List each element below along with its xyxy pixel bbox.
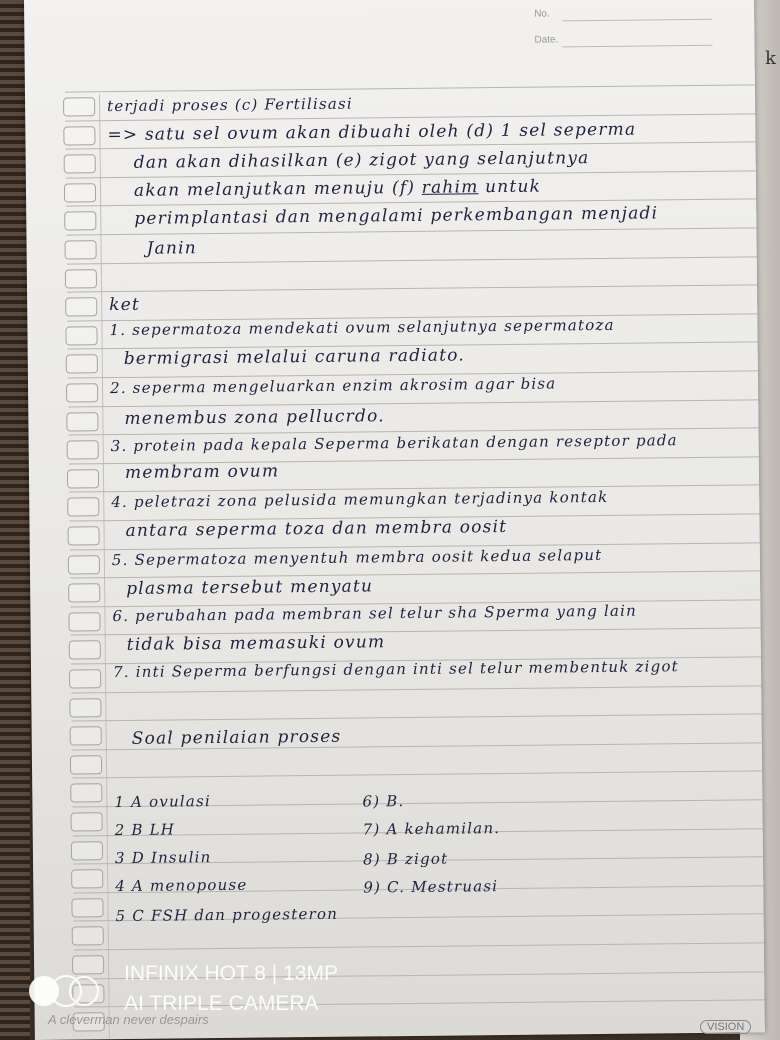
margin-checkbox	[68, 526, 100, 545]
margin-checkbox	[67, 440, 99, 459]
text-line: 7. inti Seperma berfungsi dengan inti sel telur membentuk zigot	[112, 657, 679, 682]
margin-checkbox	[65, 269, 97, 288]
answer-left: 1 A ovulasi	[114, 792, 212, 812]
blank-answer: rahim	[421, 177, 479, 198]
text-line: 5. Sepermatoza menyentuh membra oosit kedua selaput	[111, 545, 603, 570]
answer-left: 2 B LH	[114, 820, 176, 840]
margin-checkbox	[68, 555, 100, 574]
margin-checkbox	[69, 698, 101, 717]
section-heading-ket: ket	[109, 294, 141, 316]
margin-checkbox	[70, 726, 102, 745]
ruled-line	[67, 285, 757, 293]
margin-checkbox	[69, 669, 101, 688]
ruled-line	[68, 399, 758, 407]
margin-checkbox	[64, 183, 96, 202]
margin-checkbox	[71, 898, 103, 917]
margin-checkbox	[63, 126, 95, 145]
adjacent-page-mark: k	[765, 48, 776, 69]
camera-logo-icon	[28, 974, 100, 1008]
notebook-page	[24, 0, 765, 1040]
text-line: tidak bisa memasuki ovum	[126, 632, 386, 655]
text-line: antara seperma toza dan membra oosit	[125, 516, 508, 541]
header-no-label: No.	[534, 8, 550, 20]
answer-left: 5 C FSH dan progesteron	[115, 904, 339, 926]
margin-checkbox	[64, 212, 96, 231]
margin-checkbox	[66, 383, 98, 402]
margin-checkbox	[70, 784, 102, 803]
text-line: 3. protein pada kepala Seperma berikatan dengan reseptor pada	[110, 431, 678, 456]
margin-checkbox	[69, 641, 101, 660]
section-heading-soal: Soal penilaian proses	[131, 726, 342, 749]
answer-right: 9) C. Mestruasi	[363, 877, 499, 897]
answer-right: 8) B zigot	[362, 849, 449, 869]
margin-checkbox	[66, 412, 98, 431]
text-line: plasma tersebut menyatu	[126, 576, 374, 599]
ruled-line	[72, 771, 762, 779]
answer-right: 6) B.	[362, 792, 405, 811]
margin-checkbox	[70, 755, 102, 774]
text-line: Janin	[146, 238, 198, 259]
ruled-line	[65, 84, 755, 92]
answer-left: 3 D Insulin	[114, 848, 212, 868]
margin-checkbox	[65, 297, 97, 316]
margin-checkbox	[71, 812, 103, 831]
margin-checkbox	[66, 355, 98, 374]
margin-checkbox	[72, 955, 104, 974]
text-line: menembus zona pellucrdo.	[124, 406, 385, 429]
answer-right: 7) A kehamilan.	[362, 819, 501, 839]
margin-checkbox	[67, 469, 99, 488]
brand-logo: VISION	[700, 1020, 751, 1034]
text-line: 4. peletrazi zona pelusida memungkan terjadinya kontak	[111, 487, 609, 512]
margin-checkbox	[65, 326, 97, 345]
text-line: 1. sepermatoza mendekati ovum selanjutnya sepermatoza	[109, 315, 615, 340]
answer-left: 4 A menopouse	[115, 875, 248, 896]
watermark-model: INFINIX HOT 8 | 13MP	[124, 962, 338, 985]
margin-checkbox	[68, 583, 100, 602]
margin-checkbox	[68, 612, 100, 631]
text-line: perimplantasi dan mengalami perkembangan menjadi	[134, 203, 659, 229]
book-slogan: A cleverman never despairs	[48, 1012, 209, 1027]
text-line: terjadi proses (c) Fertilisasi	[107, 94, 353, 116]
header-date	[534, 34, 558, 45]
margin-checkbox	[63, 97, 95, 116]
text-line: 6. perubahan pada membran sel telur sha Sperma yang lain	[112, 601, 638, 626]
ruled-line	[72, 714, 762, 722]
text-line-fill-blank	[134, 177, 541, 201]
text-line: => satu sel ovum akan dibuahi oleh (d) 1 sel seperma	[107, 119, 637, 146]
ruled-line	[71, 685, 761, 693]
text-line: dan akan dihasilkan (e) zigot yang selanjutnya	[133, 148, 590, 173]
text-line: 2. seperma mengeluarkan enzim akrosim agar bisa	[109, 374, 557, 398]
text-line: membram ovum	[124, 461, 280, 483]
text-line-tail: untuk	[485, 176, 542, 198]
margin-checkbox	[71, 841, 103, 860]
margin-checkbox	[72, 927, 104, 946]
ruled-line	[66, 227, 756, 235]
text-line: bermigrasi melalui caruna radiato.	[123, 345, 466, 369]
text-line: akan melanjutkan menuju (f)	[133, 177, 416, 201]
margin-checkbox	[67, 498, 99, 517]
header-date-label: Date.	[534, 34, 559, 46]
header-no	[534, 8, 550, 19]
margin-checkbox	[64, 154, 96, 173]
watermark-camera: AI TRIPLE CAMERA	[124, 992, 319, 1015]
ruled-line	[74, 942, 764, 950]
margin-checkbox	[71, 869, 103, 888]
margin-checkbox	[65, 240, 97, 259]
